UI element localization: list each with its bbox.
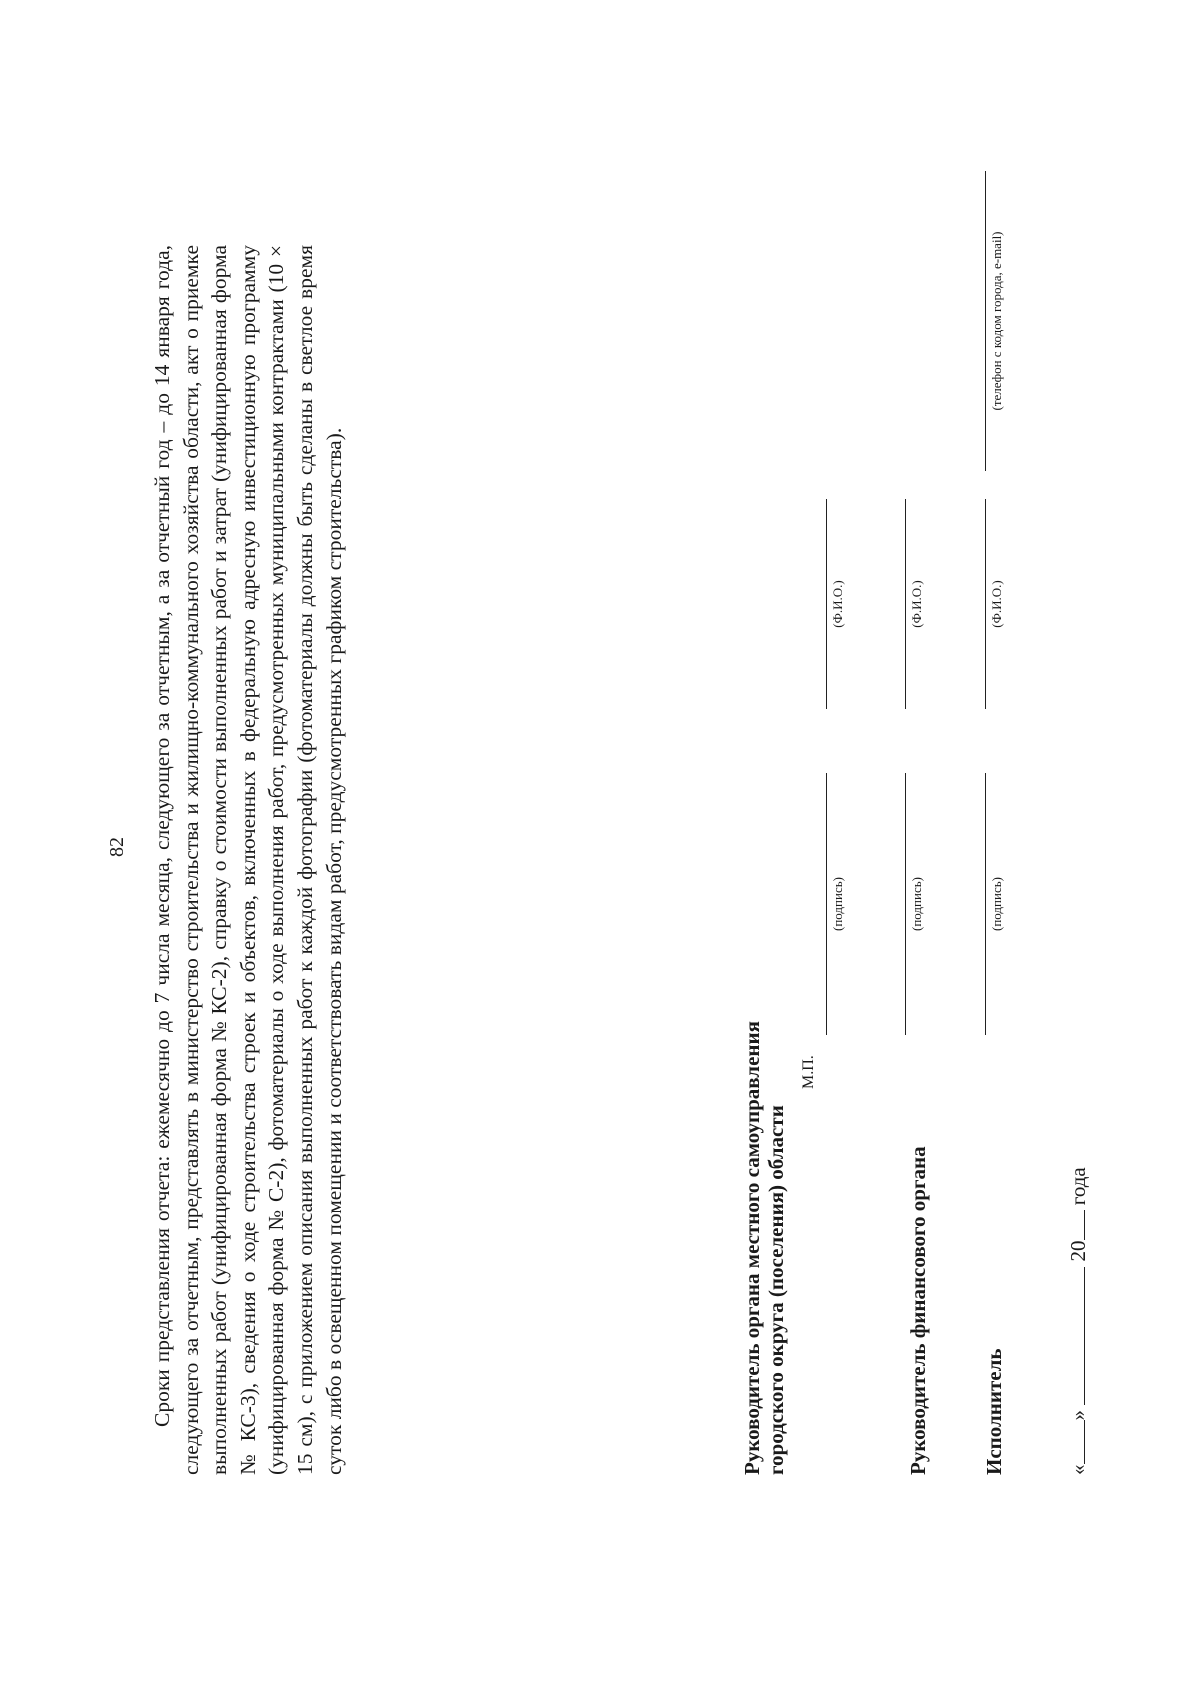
executor-title: Исполнитель bbox=[982, 1348, 1006, 1475]
date-year-suffix: года bbox=[1066, 1167, 1090, 1206]
reporting-deadlines-paragraph: Сроки представления отчета: ежемесячно до 7 числа месяца, следующего за отчетным, а за отчетный год – до 14 января года, следующего за отчетным, представлять в министерство строительства и жилищно-коммунального хозяйства области, акт о приемке выполненных работ (унифицированная форма № КС-2), справку о стоимости выполненных работ и затрат (унифицированная форма № КС-3), сведения о ходе строительства строек и объектов, включенных в федеральную адресную инвестиционную программу (унифицированная форма № С-2), фотоматериалы о ходе выполнения работ, предусмотренных муниципальными контрактами (10 × 15 см), с приложением описания выполненных работ к каждой фотографии (фотоматериалы должны быть сделаны в светлое время суток либо в освещенном помещении и соответствовать видам работ, предусмотренных графиком строительства). bbox=[150, 245, 346, 1475]
head-finance-name-caption: (Ф.И.О.) bbox=[909, 580, 924, 628]
executor-name-caption: (Ф.И.О.) bbox=[989, 580, 1004, 628]
head-finance-signature-caption: (подпись) bbox=[909, 877, 924, 931]
head-local-name-caption: (Ф.И.О.) bbox=[830, 580, 845, 628]
head-local-signature-caption: (подпись) bbox=[830, 877, 845, 931]
head-finance-signature-line bbox=[905, 773, 906, 1035]
stamp-placeholder: М.П. bbox=[800, 1055, 817, 1089]
head-local-name-line bbox=[826, 499, 827, 709]
head-finance-name-line bbox=[905, 499, 906, 709]
date-month-blank bbox=[1062, 1267, 1085, 1405]
executor-signature-line bbox=[985, 773, 986, 1035]
date-open-quote: « bbox=[1066, 1464, 1090, 1475]
date-year-blank bbox=[1062, 1211, 1085, 1241]
date-year-prefix: 20 bbox=[1066, 1240, 1090, 1262]
executor-name-line bbox=[985, 499, 986, 709]
head-local-title-line1: Руководитель органа местного самоуправления bbox=[740, 1021, 764, 1475]
head-finance-title: Руководитель финансового органа bbox=[906, 1146, 930, 1475]
date-close-quote: » bbox=[1066, 1410, 1090, 1421]
head-local-signature-line bbox=[826, 773, 827, 1035]
date-line bbox=[1062, 1167, 1091, 1475]
executor-phone-line bbox=[985, 171, 986, 471]
date-day-blank bbox=[1062, 1421, 1085, 1465]
head-local-title-line2: городского округа (поселения) области bbox=[764, 1105, 788, 1475]
executor-phone-caption: (телефон с кодом города, e-mail) bbox=[989, 231, 1004, 411]
page-number: 82 bbox=[106, 837, 128, 857]
signature-head-local bbox=[740, 245, 890, 1475]
executor-signature-caption: (подпись) bbox=[989, 877, 1004, 931]
